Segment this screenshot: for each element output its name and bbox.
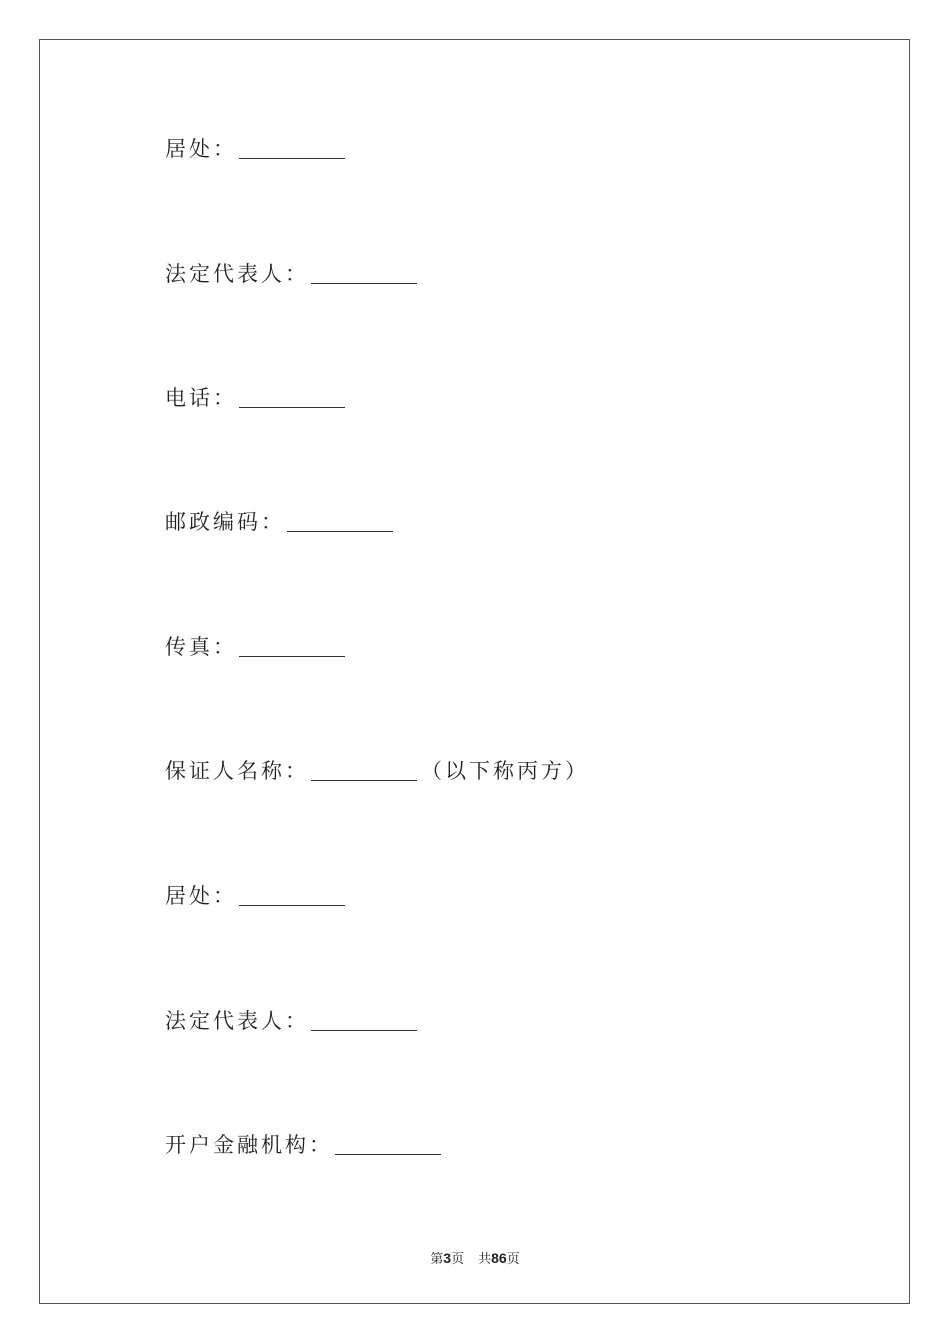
field-label: 传真：: [165, 635, 237, 659]
fill-in-blank[interactable]: [239, 406, 345, 408]
field-residence-1: [165, 133, 345, 163]
page-prefix: 第: [430, 1252, 444, 1267]
field-label: 保证人名称：: [165, 759, 309, 783]
fill-in-blank[interactable]: [311, 282, 417, 284]
field-residence-2: [165, 880, 345, 910]
field-label: 法定代表人：: [165, 1009, 309, 1033]
field-label: 开户金融机构：: [165, 1133, 333, 1157]
page-footer: [0, 1248, 950, 1267]
page-frame: [39, 39, 910, 1304]
field-legal-representative-1: [165, 258, 417, 288]
field-postal-code: [165, 506, 393, 536]
fill-in-blank[interactable]: [287, 530, 393, 532]
fill-in-blank[interactable]: [311, 1029, 417, 1031]
field-fax: [165, 631, 345, 661]
field-legal-representative-2: [165, 1005, 417, 1035]
fill-in-blank[interactable]: [239, 655, 345, 657]
page-suffix: 页: [451, 1252, 465, 1267]
field-label: 邮政编码：: [165, 510, 285, 534]
field-phone: [165, 382, 345, 412]
fill-in-blank[interactable]: [239, 904, 345, 906]
fill-in-blank[interactable]: [311, 779, 417, 781]
fill-in-blank[interactable]: [335, 1153, 441, 1155]
total-prefix: 共: [478, 1252, 492, 1267]
field-label: 法定代表人：: [165, 262, 309, 286]
party-c-note: （以下称丙方）: [421, 759, 589, 783]
total-pages: 86: [491, 1250, 507, 1266]
field-bank: [165, 1129, 441, 1159]
field-label: 居处：: [165, 884, 237, 908]
page-number: 3: [443, 1250, 452, 1266]
field-label: 居处：: [165, 137, 237, 161]
total-suffix: 页: [506, 1252, 520, 1267]
fill-in-blank[interactable]: [239, 157, 345, 159]
field-guarantor-name: [165, 755, 589, 785]
field-label: 电话：: [165, 386, 237, 410]
